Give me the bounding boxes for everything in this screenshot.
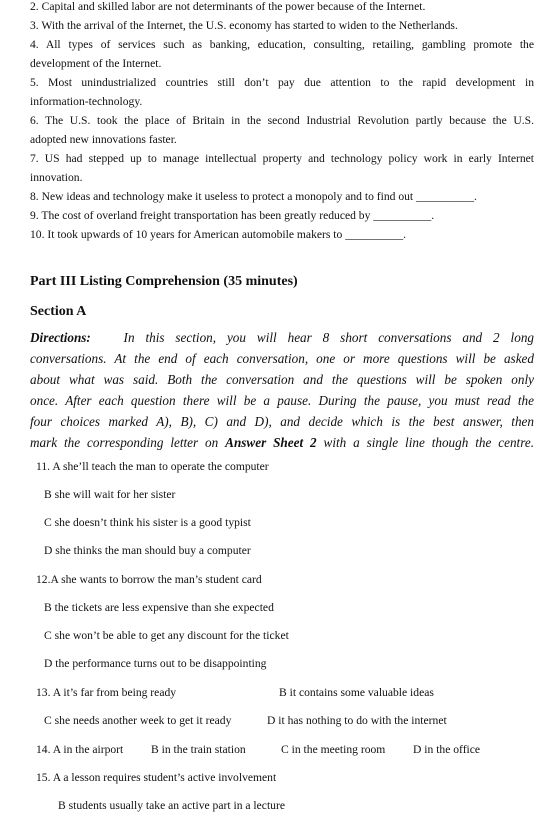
q12-option-b: B the tickets are less expensive than she expected — [44, 601, 274, 614]
q15-option-b: B students usually take an active part in a lecture — [58, 799, 285, 812]
q13-option-d: D it has nothing to do with the internet — [267, 714, 447, 727]
section-a-heading: Section A — [30, 304, 87, 319]
question-7-line-2: innovation. — [30, 171, 83, 184]
directions-line-5: four choices marked A), B), C) and D), and decide which is the best answer, then — [30, 414, 534, 429]
question-4-line-1: 4. All types of services such as banking, education, consulting, retailing, gambling promote the — [30, 38, 534, 51]
q15-option-a: 15. A a lesson requires student’s active involvement — [36, 771, 277, 784]
q12-option-a: 12.A she wants to borrow the man’s student card — [36, 573, 262, 586]
q13-option-a: 13. A it’s far from being ready — [36, 686, 177, 699]
q12-option-d: D the performance turns out to be disappointing — [44, 657, 267, 670]
q11-option-c: C she doesn’t think his sister is a good typist — [44, 516, 251, 529]
question-9: 9. The cost of overland freight transportation has been greatly reduced by __________. — [30, 209, 435, 222]
q13-option-b: B it contains some valuable ideas — [279, 686, 434, 699]
part-3-heading: Part III Listing Comprehension (35 minutes) — [30, 274, 298, 289]
question-8: 8. New ideas and technology make it useless to protect a monopoly and to find out __________. — [30, 190, 477, 203]
question-6-line-2: adopted new innovations faster. — [30, 133, 177, 146]
q14-option-d: D in the office — [413, 743, 481, 756]
answer-sheet-label: Answer Sheet 2 — [225, 435, 317, 450]
question-10: 10. It took upwards of 10 years for American automobile makers to __________. — [30, 228, 407, 241]
q14-option-a: 14. A in the airport — [36, 743, 124, 756]
question-5-line-2: information-technology. — [30, 95, 143, 108]
q12-option-c: C she won’t be able to get any discount for the ticket — [44, 629, 289, 642]
q11-option-d: D she thinks the man should buy a computer — [44, 544, 251, 557]
directions-line-1 — [30, 327, 534, 348]
question-3: 3. With the arrival of the Internet, the U.S. economy has started to widen to the Netherlands. — [30, 19, 458, 32]
question-5-line-1: 5. Most unindustrialized countries still don’t pay due attention to the rapid development in — [30, 76, 534, 89]
directions-line-2: conversations. At the end of each conversation, one or more questions will be asked — [30, 351, 534, 366]
directions-text-1: In this section, you will hear 8 short conversations and 2 long — [123, 330, 535, 345]
directions-line-6 — [30, 432, 534, 453]
directions-text-6c: with a single line though the centre. — [323, 435, 534, 450]
directions-line-3: about what was said. Both the conversation and the questions will be spoken only — [30, 372, 534, 387]
directions-label: Directions: — [30, 330, 91, 345]
q14-option-b: B in the train station — [151, 743, 246, 756]
directions-text-6a: mark the corresponding letter on — [30, 435, 219, 450]
q14-option-c: C in the meeting room — [281, 743, 386, 756]
question-6-line-1: 6. The U.S. took the place of Britain in the second Industrial Revolution partly because the U.S. — [30, 114, 534, 127]
question-7-line-1: 7. US had stepped up to manage intellectual property and technology policy work in early Internet — [30, 152, 534, 165]
q13-option-c: C she needs another week to get it ready — [44, 714, 232, 727]
directions-line-4: once. After each question there will be a pause. During the pause, you must read the — [30, 393, 534, 408]
question-2: 2. Capital and skilled labor are not determinants of the power because of the Internet. — [30, 0, 426, 13]
q11-option-a: 11. A she’ll teach the man to operate the computer — [36, 460, 269, 473]
question-4-line-2: development of the Internet. — [30, 57, 162, 70]
q11-option-b: B she will wait for her sister — [44, 488, 176, 501]
